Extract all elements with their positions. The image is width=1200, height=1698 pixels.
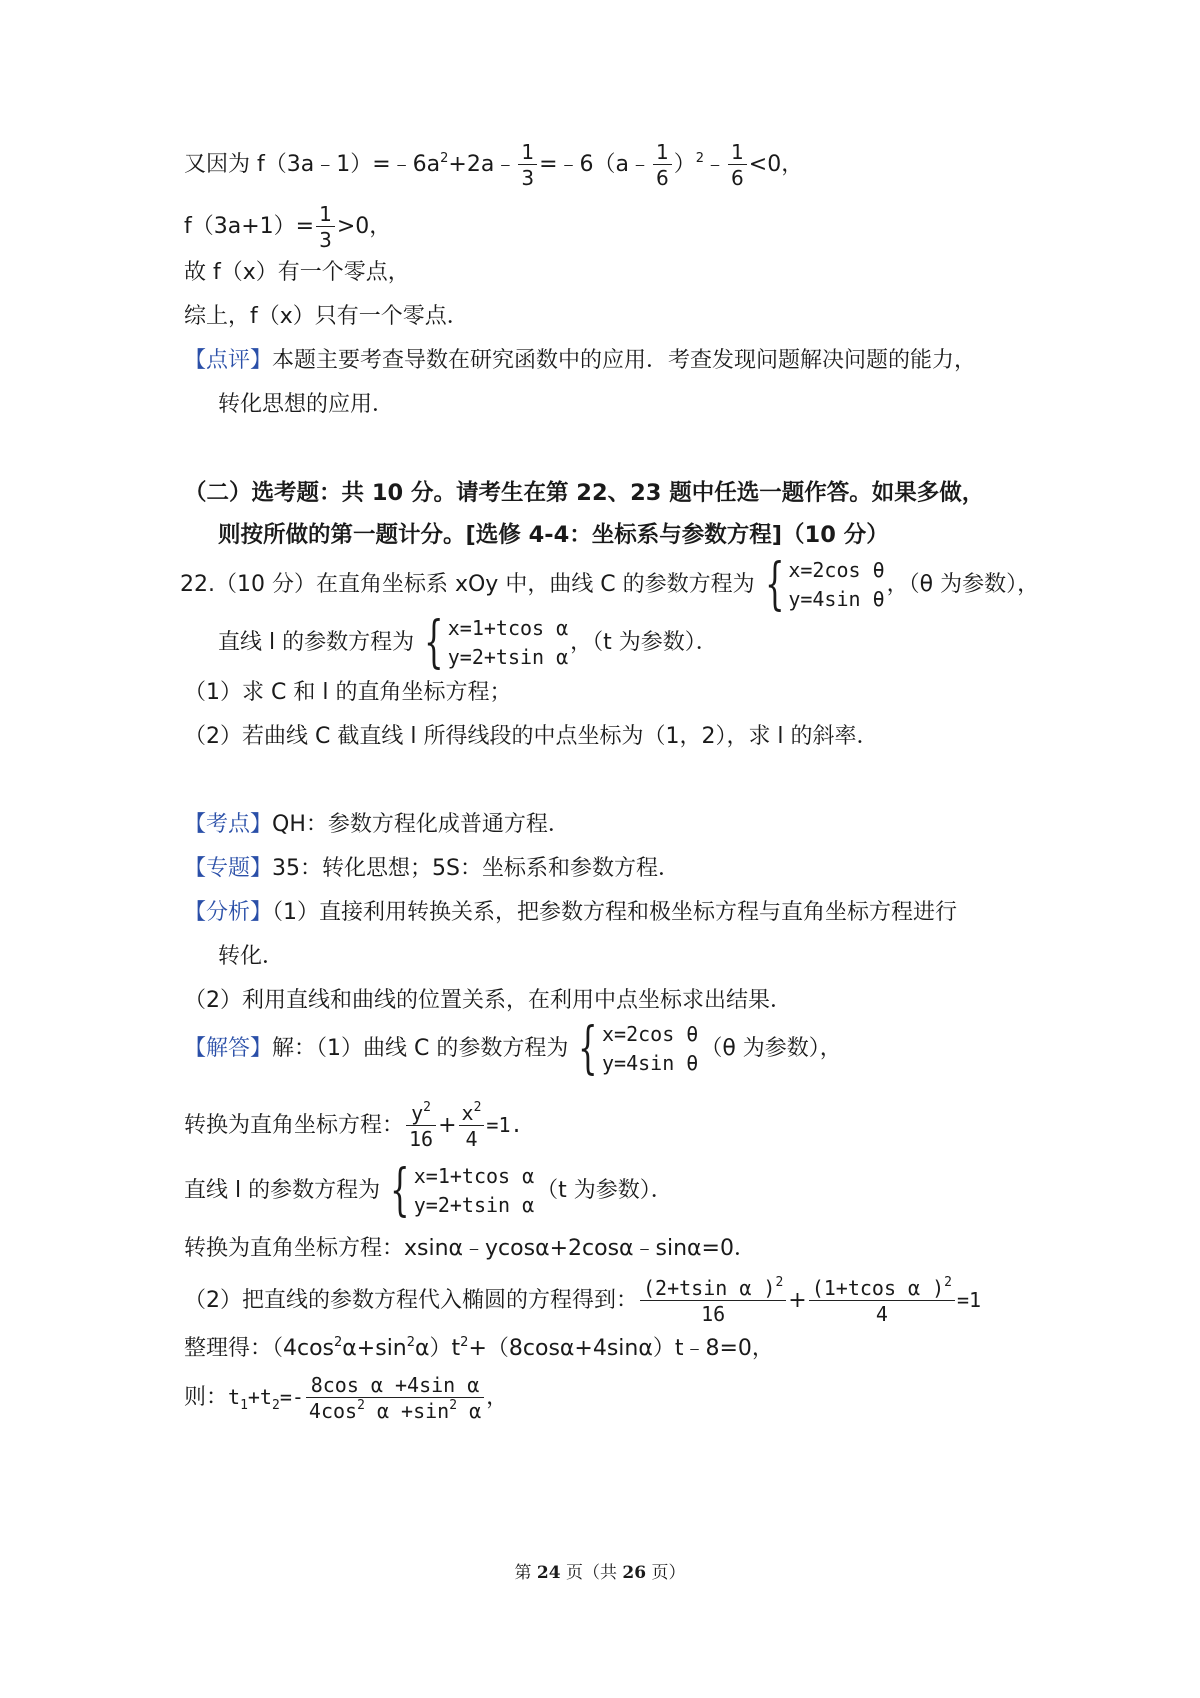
jieda-line: 【解答】解：（1）曲线 C 的参数方程为 { x=2cos θ y=4sin θ （θ 为参数）， — [184, 1016, 842, 1081]
jieda-tag: 【解答】 — [184, 1036, 273, 1061]
equation-system: { x=1+tcos α y=2+tsin α — [424, 610, 569, 675]
brace-icon: { — [764, 552, 785, 617]
text-line: 故 f（x）有一个零点， — [184, 260, 410, 285]
section-heading: 则按所做的第一题计分。[选修 4-4：坐标系与参数方程]（10 分） — [218, 522, 889, 548]
kaodian-tag: 【考点】 — [184, 812, 273, 837]
equation-system: { x=1+tcos α y=2+tsin α — [390, 1158, 535, 1223]
line-cartesian-equation: 转换为直角坐标方程：xsinα﹣ycosα+2cosα﹣sinα=0． — [184, 1236, 756, 1261]
text-line: （2）利用直线和曲线的位置关系，在利用中点坐标求出结果． — [184, 988, 792, 1013]
eq-f-3a-minus-1: 又因为 $f(3a﹣1)=﹣6a^2+2a﹣$ $\frac{1}{3}$ =﹣6（a﹣ $\frac{1}{6}$ ）$^2$﹣ $\frac{1}{6}$ <0， — [184, 140, 804, 190]
fraction: $\frac{y^2}{16}$ — [406, 1103, 436, 1149]
fraction: $\frac{1}{6}$ — [653, 142, 672, 188]
page-footer: 第 24 页（共 26 页） — [514, 1563, 686, 1583]
fraction: $\frac{(1+tcos \alpha )^2}{4}$ — [809, 1278, 955, 1324]
equation-system: { x=2cos θ y=4sin θ — [578, 1016, 699, 1081]
question-22-line: 直线 l 的参数方程为 { x=1+tcos α y=2+tsin α ，（t 为参数）． — [218, 610, 718, 675]
fraction: $\frac{1}{6}$ — [728, 142, 747, 188]
substitution-line: （2）把直线的参数方程代入椭圆的方程得到： $\frac{(2+tsin \alpha )^2}{16}$ + $\frac{(1+tcos \alpha )^2}{4}$ =1 — [184, 1275, 982, 1326]
text-line: 综上，f（x）只有一个零点． — [184, 304, 469, 329]
total-page-count: 26 — [622, 1563, 647, 1583]
fraction: $\frac{\text{8cos α +4sin α}}{4\cos^2 \alpha +\sin^2 \alpha}$ — [306, 1375, 484, 1421]
simplified-equation: 整理得：$(4\cos^2\alpha+\sin^2\alpha)t^2+(8\cos\alpha+4\sin\alpha)t﹣8=0$， — [184, 1335, 774, 1361]
zhuanti-line: 【专题】35：转化思想；5S：坐标系和参数方程． — [184, 856, 680, 881]
dianping-line: 【点评】本题主要考查导数在研究函数中的应用．考查发现问题解决问题的能力， — [184, 348, 977, 373]
brace-icon: { — [578, 1016, 598, 1081]
fraction: $\frac{x^2}{4}$ — [459, 1103, 485, 1149]
ellipse-equation-line: 转换为直角坐标方程： $\frac{y^2}{16}$ + $\frac{x^2}{4}$ =1. — [184, 1100, 523, 1151]
brace-icon: { — [424, 610, 444, 675]
fraction: $\frac{(2+tsin \alpha )^2}{16}$ — [640, 1278, 786, 1324]
fenxi-line: 【分析】（1）直接利用转换关系，把参数方程和极坐标方程与直角坐标方程进行 — [184, 900, 958, 925]
eq-f-3a-plus-1: f（3a+1）= $\frac{1}{3}$ >0， — [184, 202, 392, 252]
question-22-line: 22.（10 分）在直角坐标系 xOy 中，曲线 C 的参数方程为 { x=2cos θ y=4sin θ ，（θ 为参数）， — [180, 552, 1040, 617]
text-line: 转化思想的应用． — [218, 392, 395, 417]
equation-system: { x=2cos θ y=4sin θ — [764, 552, 885, 617]
kaodian-line: 【考点】QH：参数方程化成普通方程． — [184, 812, 570, 837]
text-line: 转化． — [218, 944, 285, 969]
zhuanti-tag: 【专题】 — [184, 856, 273, 881]
line-param-equation: 直线 l 的参数方程为 { x=1+tcos α y=2+tsin α （t 为参数）． — [184, 1158, 673, 1223]
vieta-line: 则：$t_1+t_2=-$ $\frac{\text{8cos α +4sin α}}{4\cos^2 \alpha +\sin^2 \alpha}$ ， — [184, 1373, 509, 1423]
fraction: $\frac{1}{3}$ — [316, 204, 335, 250]
brace-icon: { — [390, 1158, 410, 1223]
question-part-1: （1）求 C 和 l 的直角坐标方程； — [184, 680, 512, 705]
current-page-number: 24 — [536, 1563, 561, 1583]
fraction: $\frac{1}{3}$ — [518, 142, 537, 188]
section-heading: （二）选考题：共 10 分。请考生在第 22、23 题中任选一题作答。如果多做， — [184, 480, 985, 506]
dianping-tag: 【点评】 — [184, 348, 273, 373]
fenxi-tag: 【分析】 — [184, 900, 273, 925]
question-part-2: （2）若曲线 C 截直线 l 所得线段的中点坐标为（1，2），求 l 的斜率． — [184, 724, 879, 749]
